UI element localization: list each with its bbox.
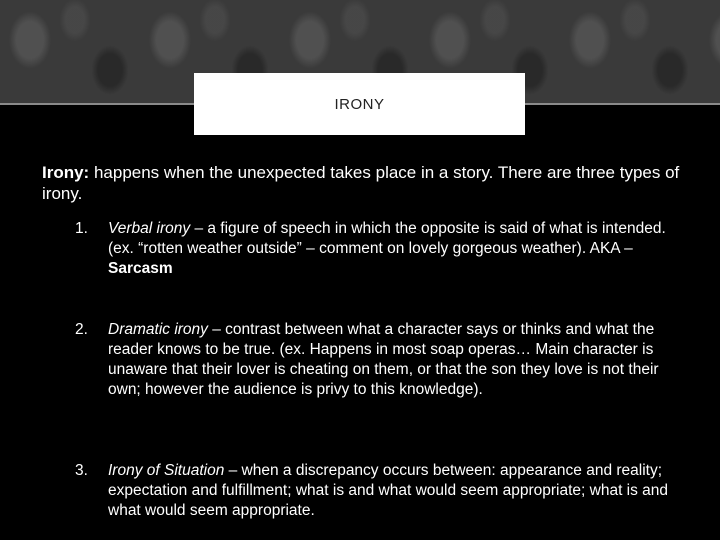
list-item-body: – when a discrepancy occurs between: appearance and reality; expectation and fulfillment; what is and what would seem appropriate; what is and what would seem appropriate. <box>108 462 669 519</box>
list-number: 1. <box>75 220 88 237</box>
list-number: 3. <box>75 462 88 479</box>
list-item-term: Verbal irony <box>108 220 191 237</box>
list-item-text <box>108 320 682 400</box>
list-item-emphasis: Sarcasm <box>108 260 173 277</box>
intro-paragraph <box>42 162 682 204</box>
intro-text: happens when the unexpected takes place in a story. There are three types of irony. <box>42 163 680 203</box>
list-item-body: – contrast between what a character says or thinks and what the reader knows to be true. (ex. Happens in most soap operas… Main character is unaware that their lover is cheating on them, or that the son they love is not their own; however the audience is privy to this knowledge). <box>108 321 659 398</box>
slide-title: IRONY <box>334 95 385 113</box>
list-item-body: – a figure of speech in which the opposite is said of what is intended. (ex. “rotten weather outside” – comment on lovely gorgeous weather). AKA – <box>108 220 666 257</box>
title-box <box>194 73 525 135</box>
list-item-text <box>108 461 682 521</box>
list-number: 2. <box>75 321 88 338</box>
list-item-text <box>108 219 682 279</box>
list-item-term: Irony of Situation <box>108 462 225 479</box>
intro-term: Irony: <box>42 163 90 182</box>
list-item-term: Dramatic irony <box>108 321 208 338</box>
